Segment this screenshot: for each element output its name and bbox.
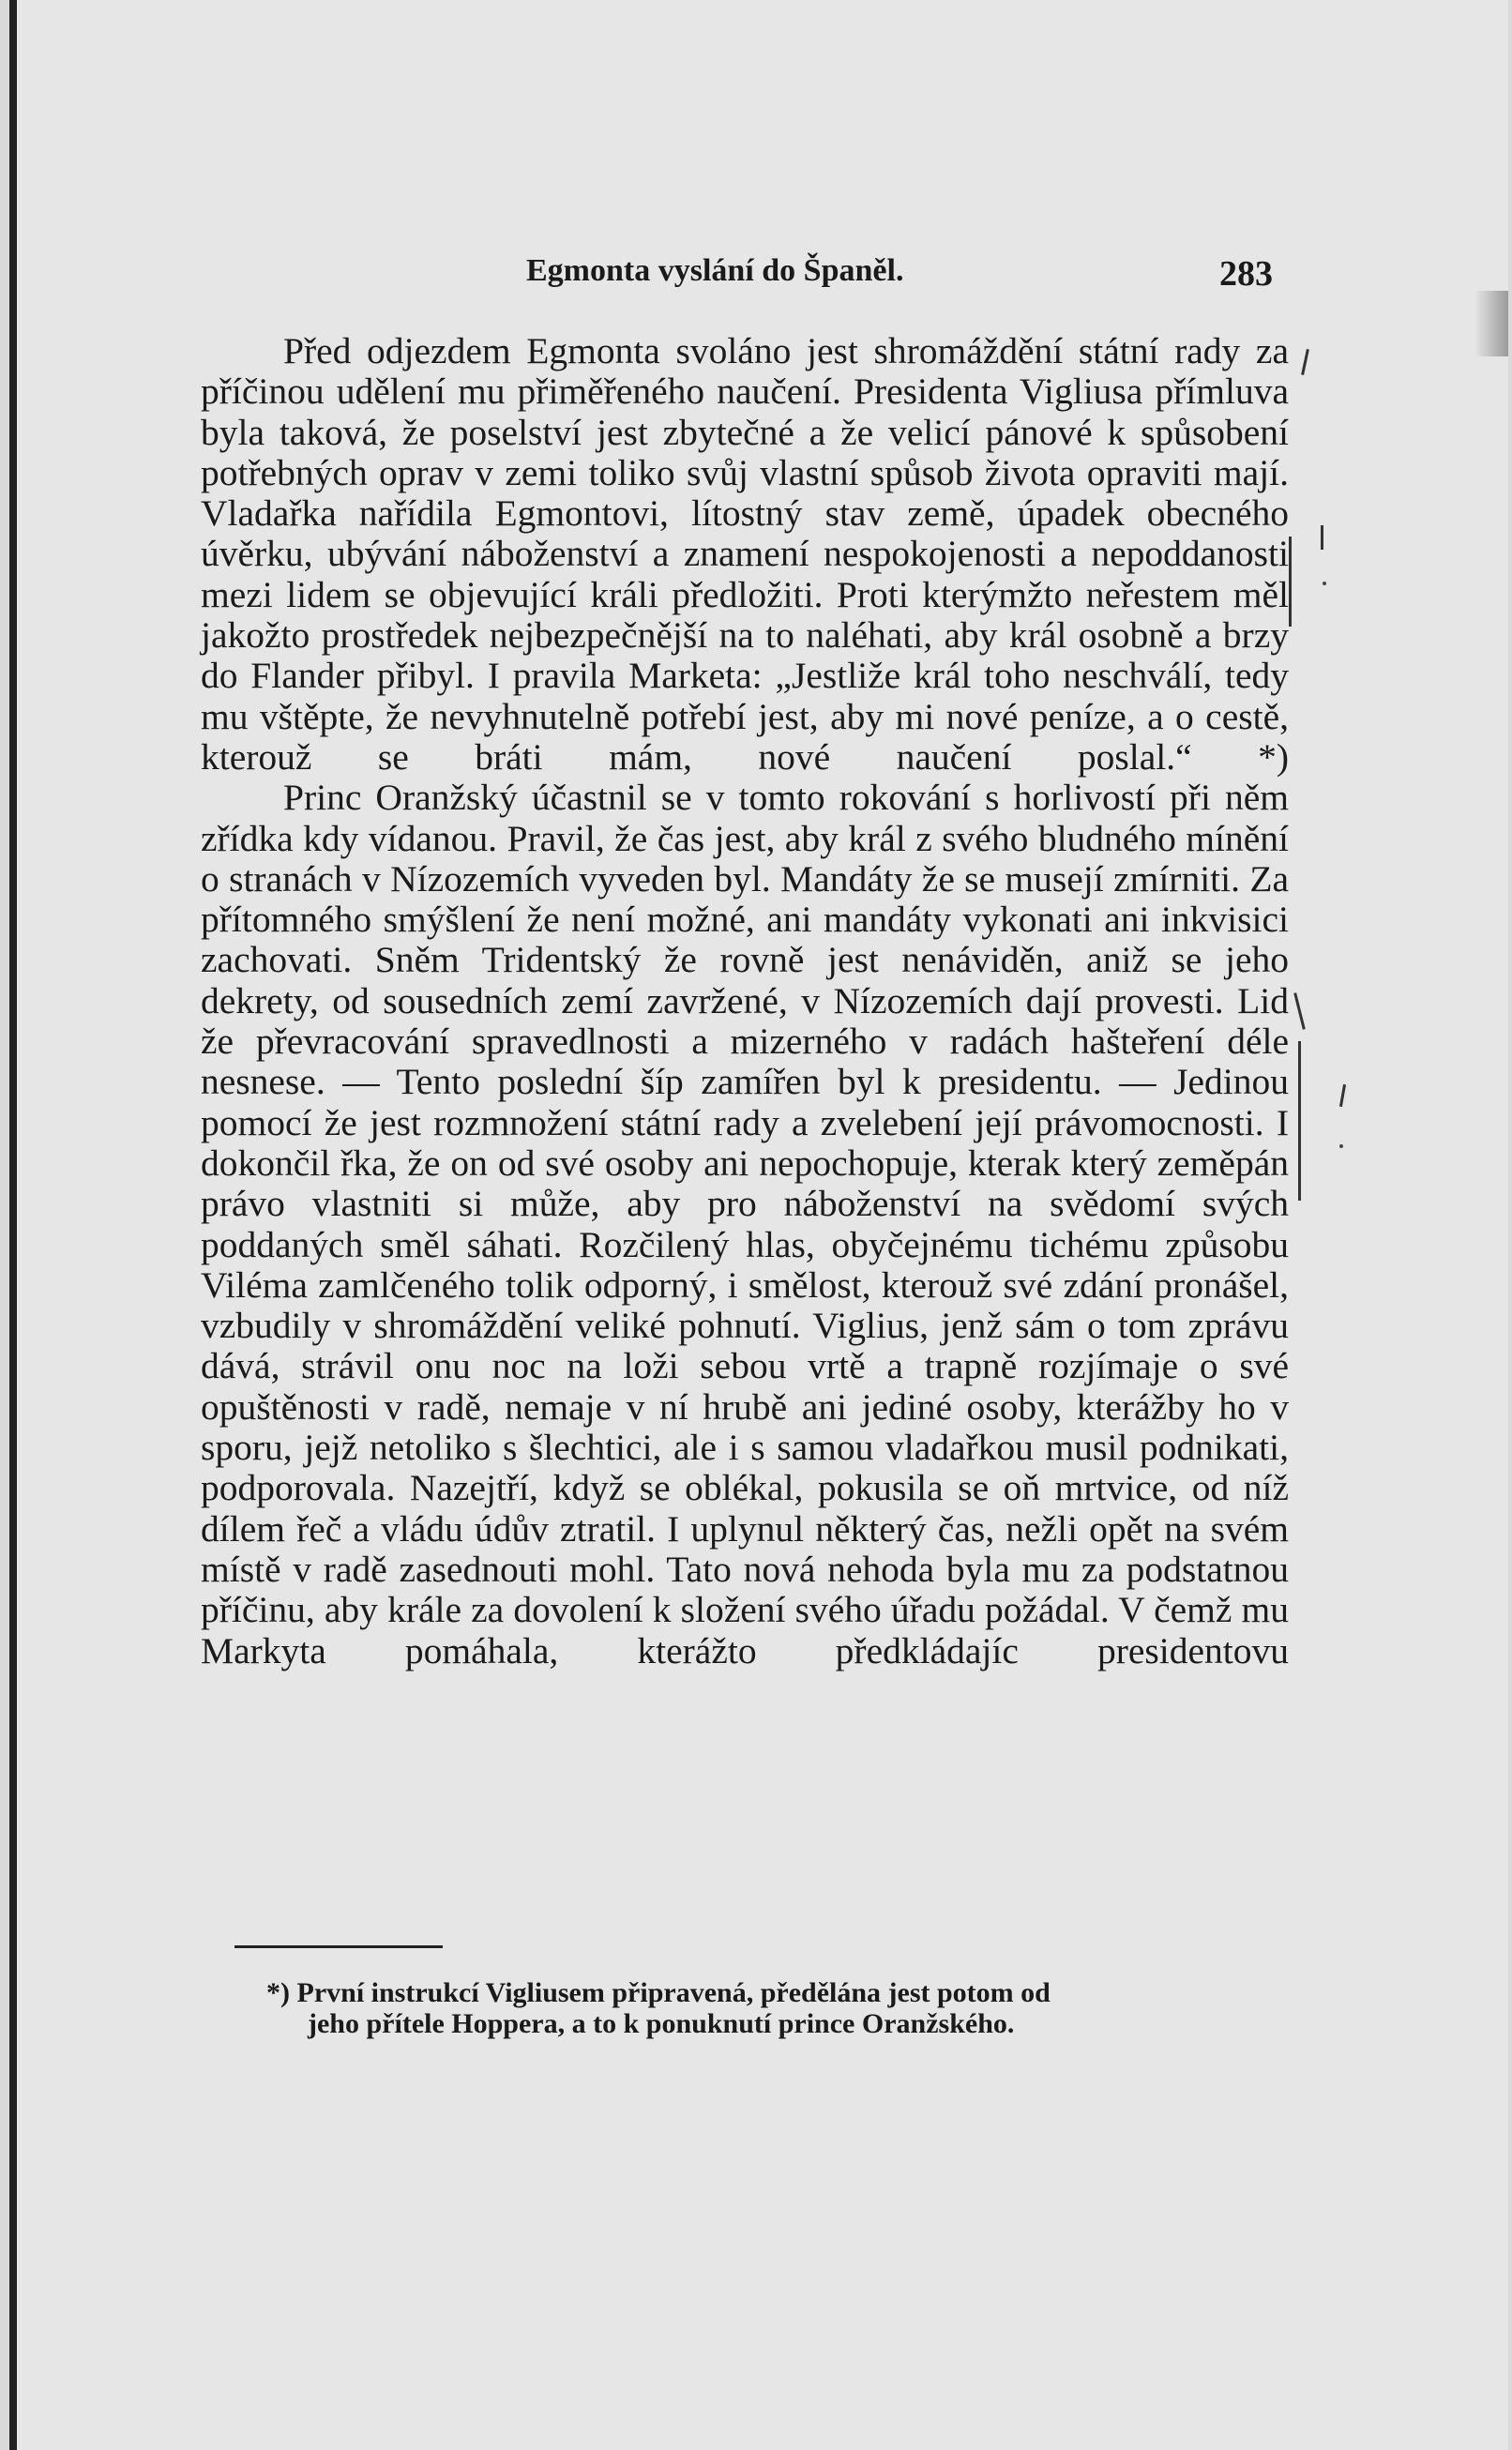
footnote-line-2: jeho přítele Hoppera, a to k ponuknutí prince Oranžského. xyxy=(308,2008,1015,2039)
footnote-line-1: První instrukcí Vigliusem připravená, předělána jest potom od xyxy=(296,1977,1051,2008)
book-page xyxy=(9,0,1508,2450)
body-text xyxy=(201,331,1289,1671)
margin-mark xyxy=(1298,1041,1301,1201)
margin-mark xyxy=(1339,1084,1346,1107)
paragraph-2: Princ Oranžský účastnil se v tomto rokování s horlivostí při něm zřídka kdy vídanou. Pravil, že čas jest, aby král z svého bludného mínění o stranách v Nízozemích vyveden byl. Mandáty že se musejí zmírniti. Za přítomného smýšlení že není možné, ani mandáty vykonati ani inkvisici zachovati. Sněm Tridentský že rovně jest nenáviděn, aniž se jeho dekrety, od sousedních zemí zavržené, v Nízozemích dají provesti. Lid že převracování spravedlnosti a mizerného v radách hašteření déle nesnese. — Tento poslední šíp zamířen byl k presidentu. — Jedinou pomocí že jest rozmnožení státní rady a zvelebení její právomocnosti. I dokončil řka, že on od své osoby ani nepochopuje, kterak který zeměpán právo vlastniti si může, aby pro náboženství na svědomí svých poddaných směl sáhati. Rozčilený hlas, obyčejnému tichému způsobu Viléma zamlčeného tolik odporný, i smělost, kterouž své zdání pronášel, vzbudily v shromáždění veliké pohnutí. Viglius, jenž sám o tom zprávu dává, strávil onu noc na loži sebou vrtě a trapně rozjímaje o své opuštěnosti v radě, nemaje v ní hrubě ani jediné osoby, kterážby ho v sporu, jejž netoliko s šlechtici, ale i s samou vladařkou musil podnikati, podporovala. Nazejtří, když se oblékal, pokusila se oň mrtvice, od níž dílem řeč a vládu údův ztratil. I uplynul některý čas, nežli opět na svém místě v radě zasednouti mohl. Tato nová nehoda byla mu za podstatnou příčinu, aby krále za dovolení k složení svého úřadu požádal. V čemž mu Markyta pomáhala, kterážto předkládajíc presidentovu xyxy=(201,777,1289,1671)
footnote-marker: *) xyxy=(266,1977,290,2008)
footnote-rule xyxy=(234,1945,443,1948)
page-edge-shadow xyxy=(1474,291,1508,356)
margin-mark xyxy=(1321,525,1323,550)
running-title: Egmonta vyslání do Španěl. xyxy=(526,253,904,288)
margin-dot xyxy=(1323,582,1326,585)
margin-mark xyxy=(1289,537,1292,627)
margin-dot xyxy=(1339,1144,1343,1148)
paragraph-1: Před odjezdem Egmonta svoláno jest shromáždění státní rady za příčinou udělení mu přiměřeného naučení. Presidenta Vigliusa přímluva byla taková, že poselství jest zbytečné a že velicí pánové k spůsobení potřebných oprav v zemi toliko svůj vlastní spůsob života opraviti mají. Vladařka nařídila Egmontovi, lítostný stav země, úpadek obecného úvěrku, ubývání náboženství a znamení nespokojenosti a nepoddanosti mezi lidem se objevující králi předložiti. Proti kterýmžto neřestem měl jakožto prostředek nejbezpečnější na to naléhati, aby král osobně a brzy do Flander přibyl. I pravila Marketa: „Jestliže král toho neschválí, tedy mu vštěpte, že nevyhnutelně potřebí jest, aby mi nové peníze, a o cestě, kterouž se bráti mám, nové naučení poslal.“ *) xyxy=(201,330,1289,778)
margin-mark xyxy=(1293,992,1306,1030)
footnote xyxy=(246,1977,1289,2039)
page-number: 283 xyxy=(1219,254,1273,294)
margin-mark xyxy=(1301,349,1309,375)
